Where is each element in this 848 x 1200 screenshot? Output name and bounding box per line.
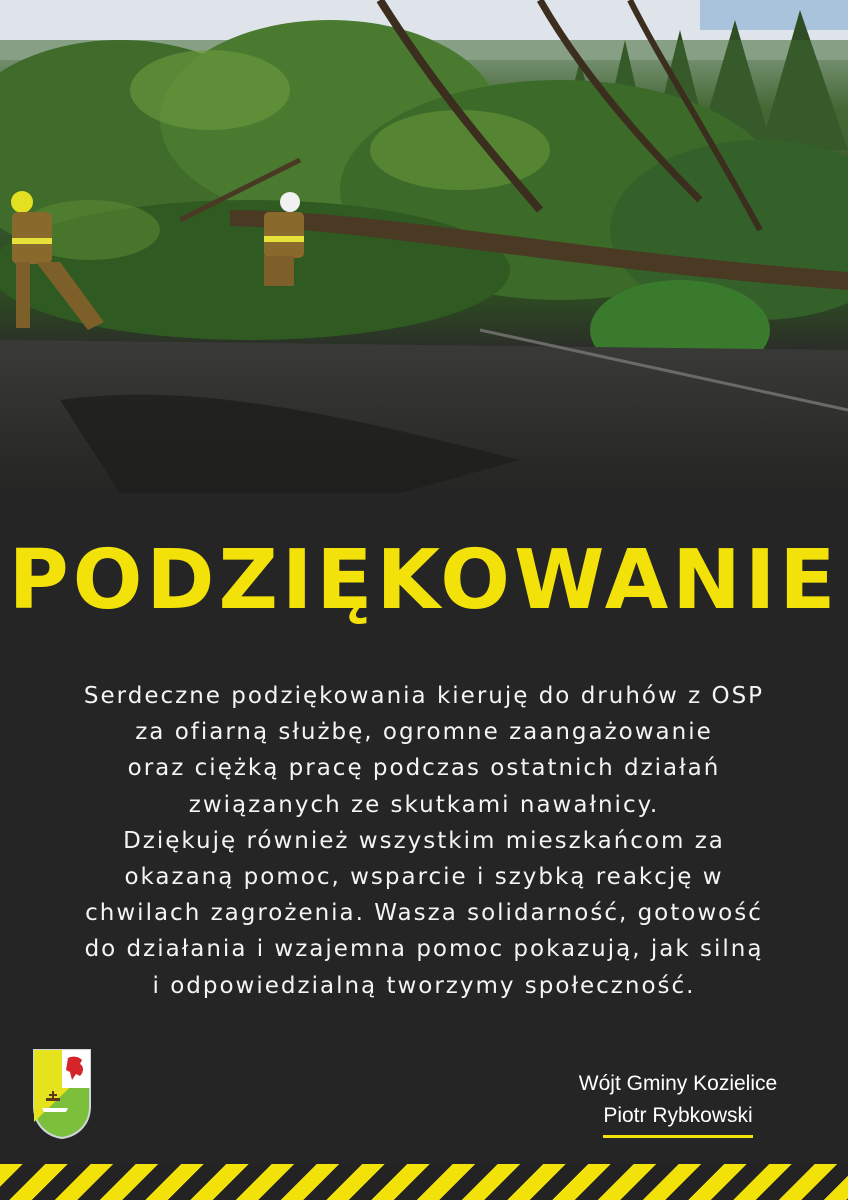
message-line: związanych ze skutkami nawałnicy. <box>188 791 660 818</box>
message-line: i odpowiedzialną tworzymy społeczność. <box>152 972 696 999</box>
message-line: za ofiarną służbę, ogromne zaangażowanie <box>135 719 713 746</box>
hazard-stripe-border <box>0 1164 848 1200</box>
headline: PODZIĘKOWANIE <box>8 533 840 628</box>
message-line: Serdeczne podziękowania kieruję do druhów z OSP <box>83 683 765 709</box>
signature-name: Piotr Rybkowski <box>603 1100 752 1138</box>
signature-title: Wójt Gminy Kozielice <box>578 1072 778 1095</box>
kozielice-coat-of-arms-icon <box>32 1048 92 1140</box>
photo-illustration <box>0 0 848 493</box>
firefighters-fallen-tree-photo <box>0 0 848 493</box>
message-line: okazaną pomoc, wsparcie i szybką reakcję w <box>124 864 724 891</box>
message-line: Dziękuję również wszystkim mieszkańcom za <box>123 827 725 854</box>
message-line: oraz ciężką pracę podczas ostatnich działań <box>127 755 721 782</box>
thank-you-message <box>40 678 808 1004</box>
signature <box>548 1068 808 1138</box>
message-line: do działania i wzajemna pomoc pokazują, jak silną <box>84 936 764 963</box>
message-line: chwilach zagrożenia. Wasza solidarność, gotowość <box>85 900 763 927</box>
